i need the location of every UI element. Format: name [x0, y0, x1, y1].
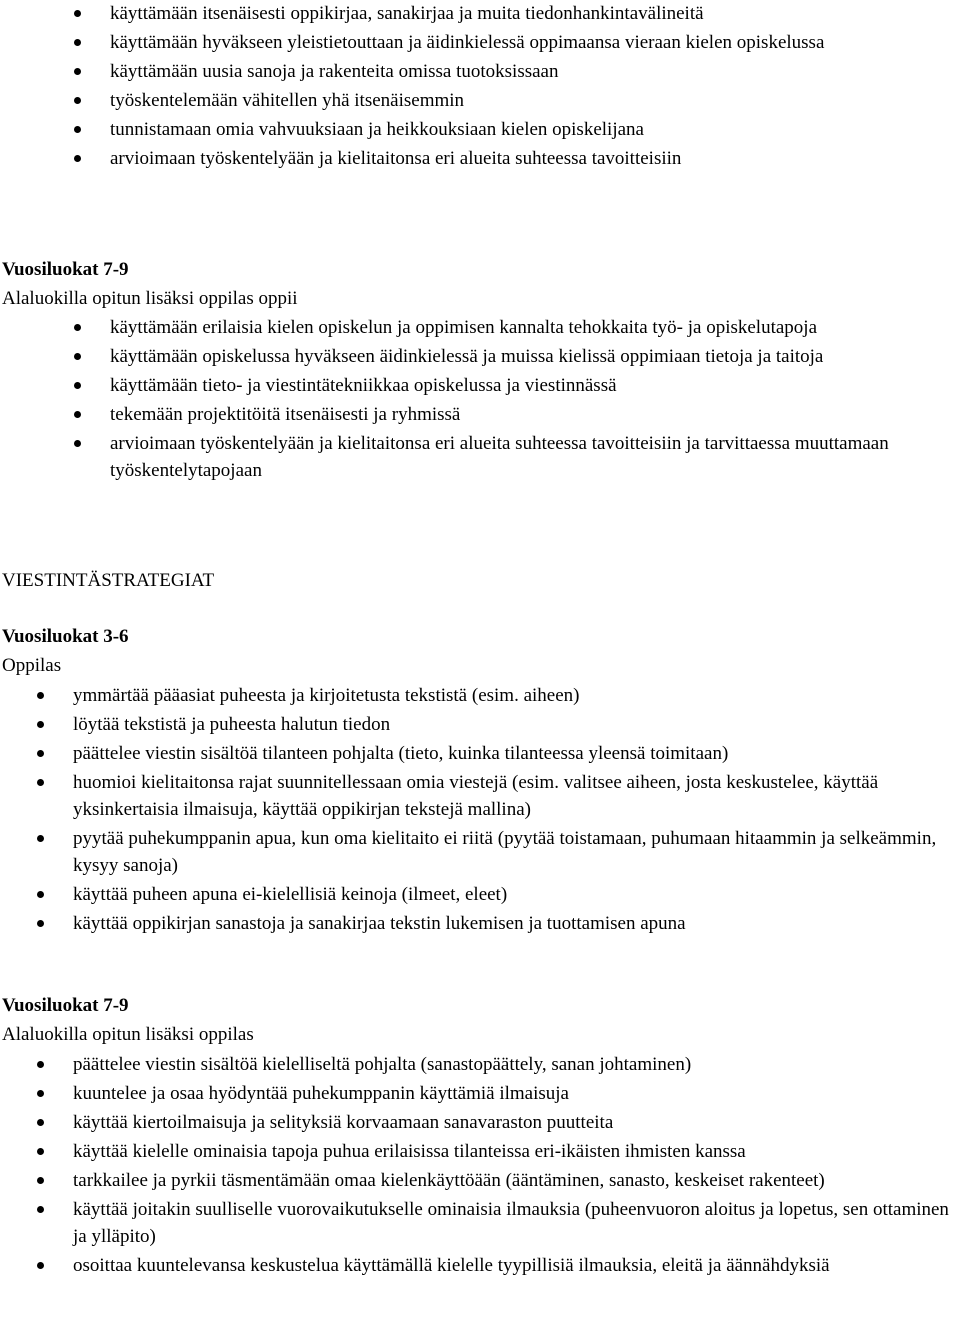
goals-list	[0, 0, 960, 173]
section-grades-3-6	[0, 622, 960, 938]
section-heading: Vuosiluokat 3-6	[2, 626, 129, 647]
list-item: käyttämään erilaisia kielen opiskelun ja oppimisen kannalta tehokkaita työ- ja opiskelutapoja	[0, 313, 960, 342]
list-item: käyttää oppikirjan sanastoja ja sanakirjaa tekstin lukemisen ja tuottamisen apuna	[0, 909, 960, 938]
list-item: käyttämään uusia sanoja ja rakenteita omissa tuotoksissaan	[0, 57, 960, 86]
list-item: pyytää puhekumppanin apua, kun oma kielitaito ei riitä (pyytää toistamaan, puhumaan hitaammin ja selkeämmin, kysyy sanoja)	[0, 824, 960, 880]
list-item: työskentelemään vähitellen yhä itsenäisemmin	[0, 86, 960, 115]
section-grades-7-9-strategies	[0, 991, 960, 1280]
list-item: käyttää joitakin suulliselle vuorovaikutukselle ominaisia ilmauksia (puheenvuoron aloitus ja lopetus, sen ottaminen ja ylläpito)	[0, 1195, 960, 1251]
list-item: arvioimaan työskentelyään ja kielitaitonsa eri alueita suhteessa tavoitteisiin ja tarvittaessa muuttamaan työskentelytapojaan	[0, 429, 960, 485]
list-item: käyttämään opiskelussa hyväkseen äidinkielessä ja muissa kielissä oppimiaan tietoja ja taitoja	[0, 342, 960, 371]
list-item: tunnistamaan omia vahvuuksiaan ja heikkouksiaan kielen opiskelijana	[0, 115, 960, 144]
section-list	[0, 1050, 960, 1280]
list-item: käyttää kielelle ominaisia tapoja puhua erilaisissa tilanteissa eri-ikäisten ihmisten kanssa	[0, 1137, 960, 1166]
section-heading: Vuosiluokat 7-9	[2, 995, 129, 1016]
document-title: VIESTINTÄSTRATEGIAT	[2, 570, 215, 591]
list-item: löytää tekstistä ja puheesta halutun tiedon	[0, 710, 960, 739]
list-item: käyttämään itsenäisesti oppikirjaa, sanakirjaa ja muita tiedonhankintavälineitä	[0, 0, 960, 28]
section-heading: Vuosiluokat 7-9	[2, 259, 129, 280]
section-intro: Oppilas	[2, 655, 62, 676]
list-item: osoittaa kuuntelevansa keskustelua käyttämällä kielelle tyypillisiä ilmauksia, eleitä ja äännähdyksiä	[0, 1251, 960, 1280]
section-grades-7-9-learning	[0, 255, 960, 485]
list-item: käyttää puheen apuna ei-kielellisiä keinoja (ilmeet, eleet)	[0, 880, 960, 909]
list-item: tarkkailee ja pyrkii täsmentämään omaa kielenkäyttöään (ääntäminen, sanasto, keskeiset rakenteet)	[0, 1166, 960, 1195]
list-item: huomioi kielitaitonsa rajat suunnitellessaan omia viestejä (esim. valitsee aiheen, josta keskustelee, käyttää yksinkertaisia ilmaisuja, käyttää oppikirjan tekstejä mallina)	[0, 768, 960, 824]
list-item: päättelee viestin sisältöä kielelliseltä pohjalta (sanastopäättely, sanan johtaminen)	[0, 1050, 960, 1079]
section-intro: Alaluokilla opitun lisäksi oppilas oppii	[2, 288, 298, 309]
list-item: ymmärtää pääasiat puheesta ja kirjoitetusta tekstistä (esim. aiheen)	[0, 681, 960, 710]
list-item: käyttämään tieto- ja viestintätekniikkaa opiskelussa ja viestinnässä	[0, 371, 960, 400]
list-item: kuuntelee ja osaa hyödyntää puhekumppanin käyttämiä ilmaisuja	[0, 1079, 960, 1108]
list-item: käyttämään hyväkseen yleistietouttaan ja äidinkielessä oppimaansa vieraan kielen opiskelussa	[0, 28, 960, 57]
section-list	[0, 681, 960, 938]
list-item: käyttää kiertoilmaisuja ja selityksiä korvaamaan sanavaraston puutteita	[0, 1108, 960, 1137]
list-item: päättelee viestin sisältöä tilanteen pohjalta (tieto, kuinka tilanteessa yleensä toimitaan)	[0, 739, 960, 768]
section-list	[0, 313, 960, 485]
section-intro: Alaluokilla opitun lisäksi oppilas	[2, 1024, 254, 1045]
list-item: arvioimaan työskentelyään ja kielitaitonsa eri alueita suhteessa tavoitteisiin	[0, 144, 960, 173]
list-item: tekemään projektitöitä itsenäisesti ja ryhmissä	[0, 400, 960, 429]
